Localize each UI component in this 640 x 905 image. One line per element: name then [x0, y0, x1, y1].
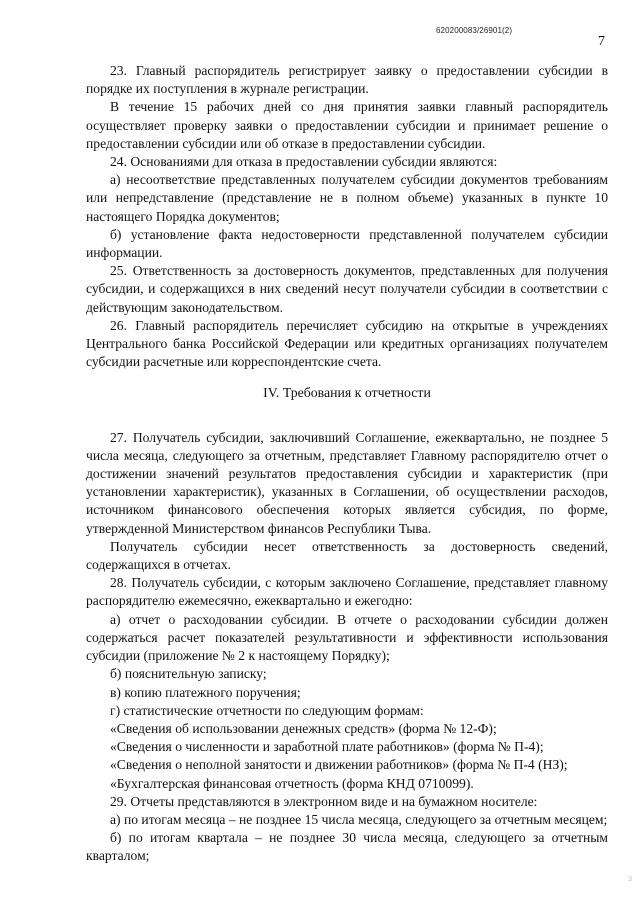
paragraph-28-b: б) пояснительную записку; — [110, 666, 267, 682]
paragraph-29-b: б) по итогам квартала – не позднее 30 числа месяца, следующего за отчетным кварталом; — [86, 830, 608, 864]
form-item-p4-nz: «Сведения о неполной занятости и движении работников» (форма № П-4 (НЗ); — [110, 757, 568, 773]
document-body — [86, 62, 608, 866]
form-item-p4: «Сведения о численности и заработной плате работников» (форма № П-4); — [110, 739, 544, 755]
paragraph-26: 26. Главный распорядитель перечисляет субсидию на открытые в учреждениях Центрального банка Российской Федерации или кредитных организациях получателем субсидии расчетные или корреспондентские счета. — [86, 317, 608, 370]
document-code: 620200083/26901(2) — [436, 26, 513, 35]
paragraph-23-review: В течение 15 рабочих дней со дня принятия заявки главный распорядитель осуществляет проверку заявки о предоставлении субсидии и принимает решение о предоставлении субсидии или об отказе в предоставлении субсидии. — [86, 99, 608, 151]
paragraph-24-a: а) несоответствие представленных получателем субсидии документов требованиям или непредставление (представление не в полном объеме) указанных в пункте 10 настоящего Порядка документов; — [86, 172, 608, 224]
paragraph-29: 29. Отчеты представляются в электронном виде и на бумажном носителе: — [110, 793, 538, 809]
form-item-knd: «Бухгалтерская финансовая отчетность (форма КНД 0710099). — [110, 775, 474, 791]
paragraph-23: 23. Главный распорядитель регистрирует заявку о предоставлении субсидии в порядке их поступления в журнале регистрации. — [86, 63, 608, 97]
paragraph-24-b: б) установление факта недостоверности представленной получателем субсидии информации. — [86, 226, 608, 261]
paragraph-28-v: в) копию платежного поручения; — [110, 684, 301, 700]
corner-mark: 3 — [628, 876, 632, 883]
section-heading: IV. Требования к отчетности — [263, 385, 431, 401]
paragraph-27-responsibility: Получатель субсидии несет ответственность за достоверность сведений, содержащихся в отчетах. — [86, 538, 608, 573]
paragraph-28-a: а) отчет о расходовании субсидии. В отчете о расходовании субсидии должен содержаться расчет показателей результативности и эффективности использования субсидии (приложение № 2 к настоящему Порядку); — [86, 611, 608, 664]
paragraph-25: 25. Ответственность за достоверность документов, представленных для получения субсидии, и содержащихся в них сведений несут получатели субсидии в соответствии с действующим законодательством. — [86, 263, 608, 315]
paragraph-27: 27. Получатель субсидии, заключивший Соглашение, ежеквартально, не позднее 5 числа месяца, следующего за отчетным, представляет Главному распорядителю отчет о достижении значений результатов предоставления субсидии и характеристик (при установлении характеристик), указанных в Соглашении, об осуществлении расходов, источником финансового обеспечения которых является субсидия, по форме, утвержденной Министерством финансов Республики Тыва. — [86, 429, 608, 536]
paragraph-29-a: а) по итогам месяца – не позднее 15 числа месяца, следующего за отчетным месяцем; — [110, 811, 608, 827]
page-number: 7 — [598, 34, 605, 49]
paragraph-28-g: г) статистические отчетности по следующим формам: — [110, 702, 424, 718]
paragraph-28: 28. Получатель субсидии, с которым заключено Соглашение, представляет главному распорядителю ежемесячно, ежеквартально и ежегодно: — [86, 575, 608, 609]
form-item-12f: «Сведения об использовании денежных средств» (форма № 12-Ф); — [110, 720, 497, 736]
paragraph-24: 24. Основаниями для отказа в предоставлении субсидии являются: — [110, 154, 498, 170]
